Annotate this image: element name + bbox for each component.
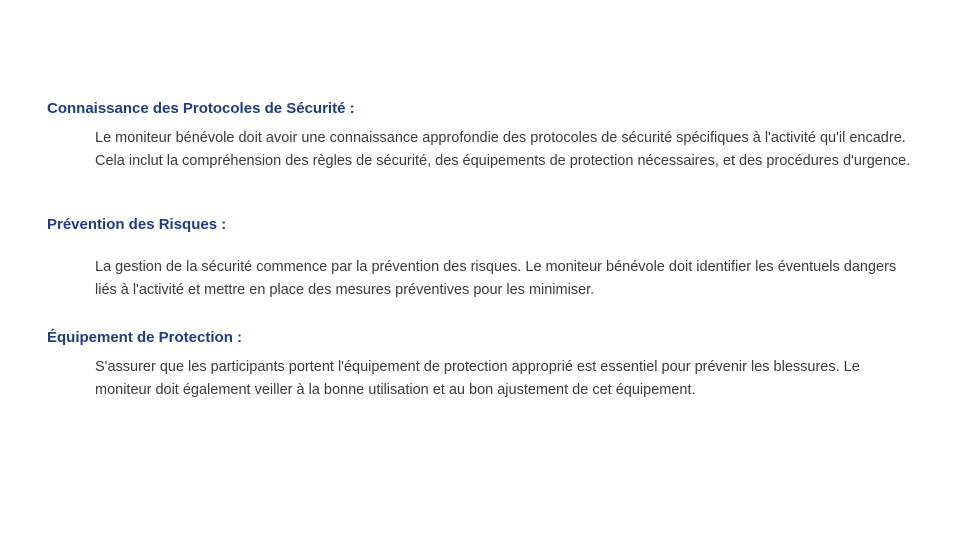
section-body-equipement: S'assurer que les participants portent l'équipement de protection approprié est essentiel pour prévenir les blessures. Le moniteur doit également veiller à la bonne utilisation et au bon ajustement de cet équipement.: [95, 359, 860, 398]
section-body-protocoles: Le moniteur bénévole doit avoir une connaissance approfondie des protocoles de sécurité spécifiques à l'activité qu'il encadre. Cela inclut la compréhension des règles de sécurité, des équipements de protection nécessaires, et des procédures d'urgence.: [95, 130, 911, 169]
section-title-protocoles: Connaissance des Protocoles de Sécurité :: [47, 100, 355, 117]
section-title-equipement: Équipement de Protection :: [47, 329, 243, 346]
section-body-prevention: La gestion de la sécurité commence par la prévention des risques. Le moniteur bénévole doit identifier les éventuels dangers liés à l'activité et mettre en place des mesures préventives pour les minimiser.: [95, 259, 897, 298]
section-title-prevention: Prévention des Risques :: [47, 216, 227, 233]
